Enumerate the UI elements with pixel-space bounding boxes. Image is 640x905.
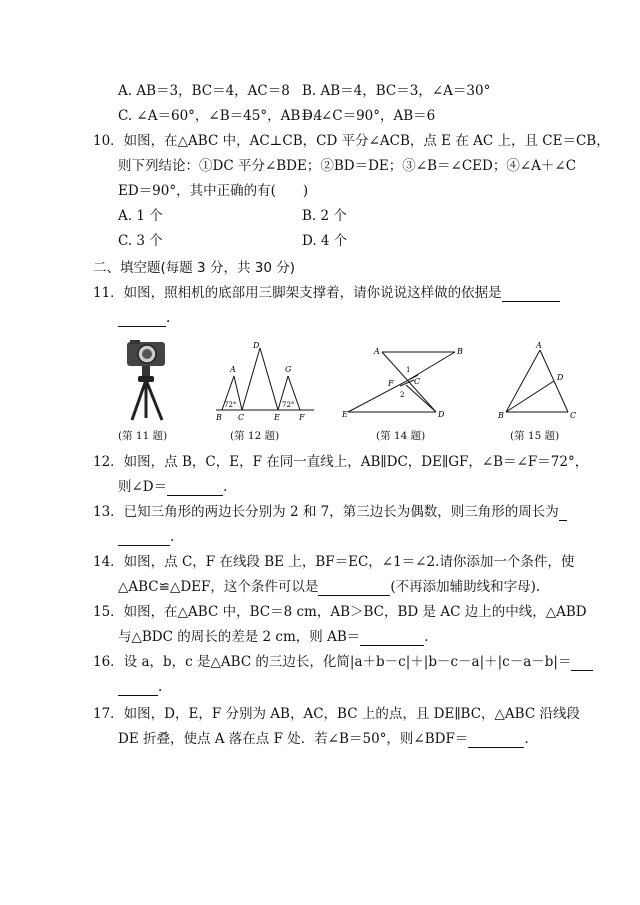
q11-line2 <box>118 309 170 327</box>
svg-text:F: F <box>299 413 305 422</box>
q11-line1 <box>93 284 560 302</box>
svg-text:E: E <box>342 410 348 419</box>
fig15-caption: (第 15 题) <box>510 430 560 442</box>
svg-text:D: D <box>253 341 260 350</box>
q17-line1: 17．如图，D，E，F 分别为 AB，AC，BC 上的点，且 DE∥BC，△ABC 沿线段 <box>93 706 580 722</box>
svg-text:2: 2 <box>400 391 405 399</box>
svg-text:A: A <box>374 347 380 356</box>
q15-blank[interactable] <box>360 631 424 646</box>
q16-line1 <box>93 653 593 671</box>
svg-text:A: A <box>536 341 542 350</box>
q14-suffix: (不再添加辅助线和字母). <box>390 579 541 595</box>
svg-text:D: D <box>557 373 564 382</box>
q14-line2 <box>118 578 540 596</box>
svg-text:C: C <box>570 411 577 420</box>
svg-text:B: B <box>216 413 222 422</box>
svg-text:1: 1 <box>406 366 411 374</box>
q10-option-c: C. 3 个 <box>118 233 163 249</box>
q13-blank-1[interactable] <box>559 506 567 521</box>
fig12-caption: (第 12 题) <box>230 430 280 442</box>
q9-option-a: A. AB＝3，BC＝4，AC＝8 <box>118 83 290 99</box>
q11-text: 11．如图，照相机的底部用三脚架支撑着，请你说说这样做的依据是 <box>93 285 502 301</box>
q9-option-b: B. AB＝4，BC＝3，∠A＝30° <box>302 83 491 99</box>
q13-period: . <box>170 529 175 545</box>
q10-line2: 则下列结论：①DC 平分∠BDE；②BD＝DE；③∠B＝∠CED；④∠A＋∠C <box>118 158 577 174</box>
svg-text:72°: 72° <box>282 401 295 409</box>
q12-period: . <box>223 479 228 495</box>
q13-text: 13．已知三角形的两边长分别为 2 和 7，第三边长为偶数，则三角形的周长为 <box>93 504 559 520</box>
q17-blank[interactable] <box>468 733 524 748</box>
q10-option-a: A. 1 个 <box>118 208 163 224</box>
q11-period: . <box>166 310 171 326</box>
q10-line1: 10．如图，在△ABC 中，AC⊥CB，CD 平分∠ACB，点 E 在 AC 上，且 CE＝CB， <box>93 133 610 149</box>
q13-blank-2[interactable] <box>118 531 170 546</box>
fig14-diagram <box>340 342 470 422</box>
q13-line1 <box>93 503 567 521</box>
q17-period: . <box>524 731 529 747</box>
q15-period: . <box>424 629 429 645</box>
svg-text:B: B <box>498 411 504 420</box>
fig11-caption: (第 11 题) <box>118 430 168 442</box>
q12-line2 <box>118 478 227 496</box>
svg-text:G: G <box>285 365 292 374</box>
q15-prefix: 与△BDC 的周长的差是 2 cm，则 AB＝ <box>118 629 361 645</box>
q16-blank-1[interactable] <box>571 656 593 671</box>
q11-blank-2[interactable] <box>118 312 166 327</box>
q10-option-d: D. 4 个 <box>302 233 348 249</box>
q14-blank[interactable] <box>318 581 390 596</box>
q15-line1: 15．如图，在△ABC 中，BC＝8 cm，AB＞BC，BD 是 AC 边上的中线，△ABD <box>93 604 587 620</box>
svg-text:C: C <box>414 377 421 386</box>
q17-prefix: DE 折叠，使点 A 落在点 F 处．若∠B＝50°，则∠BDF＝ <box>118 731 469 747</box>
q12-line1: 12．如图，点 B，C，E，F 在同一直线上，AB∥DC，DE∥GF，∠B＝∠F＝72°， <box>93 454 589 470</box>
q10-line3: ED＝90°，其中正确的有( ) <box>118 183 309 199</box>
svg-text:A: A <box>230 365 236 374</box>
q17-line2 <box>118 730 529 748</box>
fig12-diagram <box>210 338 320 424</box>
camera-tripod-figure <box>120 340 170 422</box>
svg-text:E: E <box>274 413 280 422</box>
q10-option-b: B. 2 个 <box>302 208 347 224</box>
q13-line2 <box>118 528 174 546</box>
figures-row <box>90 336 590 446</box>
section-heading: 二、填空题(每题 3 分，共 30 分) <box>93 260 295 276</box>
q9-option-d: D. ∠C＝90°，AB＝6 <box>302 108 436 124</box>
q14-line1: 14．如图，点 C，F 在线段 BE 上，BF＝EC，∠1＝∠2.请你添加一个条件，使 <box>93 554 575 570</box>
q12-prefix: 则∠D＝ <box>118 479 168 495</box>
q9-option-c: C. ∠A＝60°，∠B＝45°，AB＝4 <box>118 108 323 124</box>
svg-text:F: F <box>388 379 394 388</box>
svg-text:B: B <box>457 347 463 356</box>
q16-blank-2[interactable] <box>118 681 158 696</box>
q12-blank[interactable] <box>167 481 223 496</box>
svg-text:72°: 72° <box>224 401 237 409</box>
fig14-caption: (第 14 题) <box>376 430 426 442</box>
svg-text:D: D <box>438 410 445 419</box>
q16-period: . <box>158 679 163 695</box>
q15-line2 <box>118 628 429 646</box>
q16-text: 16．设 a，b，c 是△ABC 的三边长，化简|a＋b－c|＋|b－c－a|＋|c－a－b|＝ <box>93 654 572 670</box>
q11-blank-1[interactable] <box>502 287 560 302</box>
svg-text:C: C <box>238 413 245 422</box>
fig15-diagram <box>490 338 580 424</box>
q14-prefix: △ABC≌△DEF，这个条件可以是 <box>118 579 319 595</box>
q16-line2 <box>118 678 162 696</box>
